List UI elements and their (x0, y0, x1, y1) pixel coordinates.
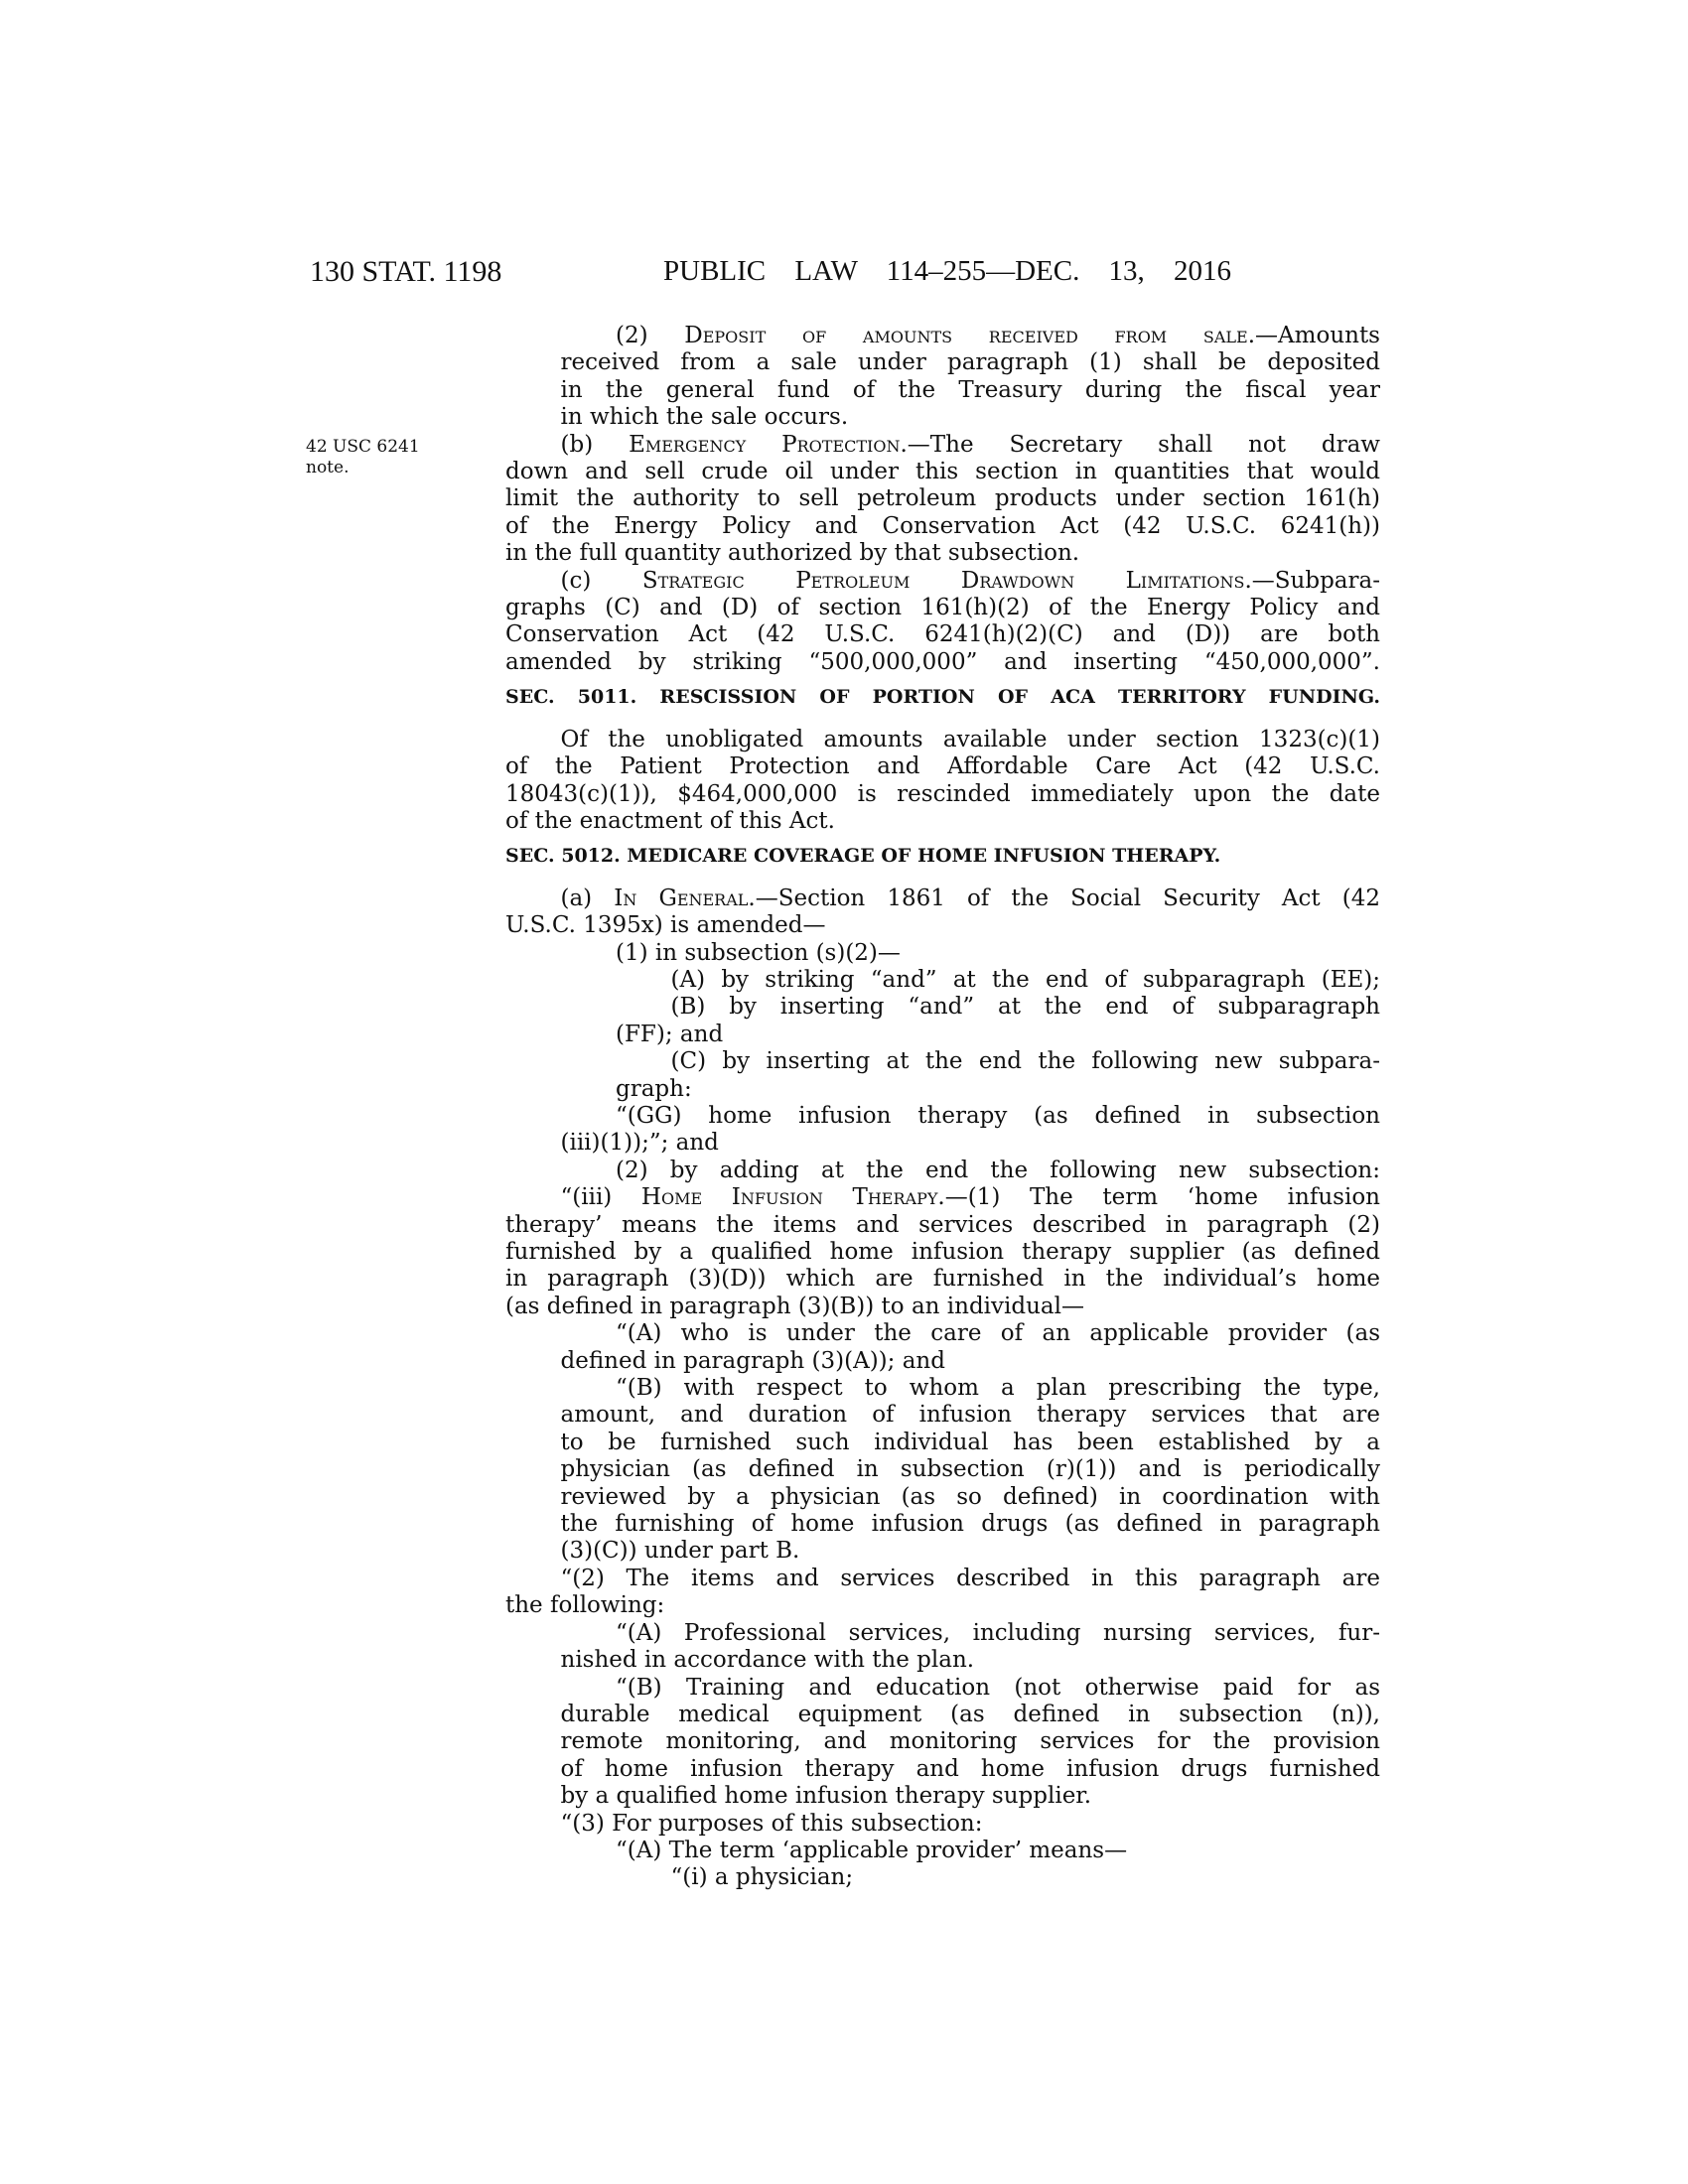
line-text: “(A) Professional services, including nursing services, fur- (616, 1619, 1380, 1646)
line-text: nished in accordance with the plan. (560, 1647, 975, 1674)
line-text: “(A) The term ‘applicable provider’ means— (616, 1837, 1128, 1863)
text-line (505, 1620, 1380, 1647)
line-text: graphs (C) and (D) of section 161(h)(2) of the Energy Policy and (505, 595, 1380, 621)
line-text: remote monitoring, and monitoring services for the provision (560, 1728, 1380, 1755)
line-text: amount, and duration of infusion therapy services that are (560, 1402, 1380, 1429)
line-text: “(B) Training and education (not otherwise paid for as (616, 1674, 1380, 1701)
line-text: (iii)(1));”; and (560, 1130, 719, 1157)
page-reference: 130 STAT. 1198 (310, 255, 502, 288)
text-line (505, 540, 1380, 567)
text-line (505, 649, 1380, 676)
text-line (505, 1647, 1380, 1674)
line-text: (A) by striking “and” at the end of subparagraph (EE); (670, 966, 1380, 993)
text-line (505, 1456, 1380, 1483)
text-line (505, 1783, 1380, 1810)
text-line (505, 781, 1380, 808)
line-text: “(2) The items and services described in this paragraph are (560, 1565, 1380, 1591)
text-line (505, 1756, 1380, 1783)
text-line (505, 1103, 1380, 1130)
text-line (505, 1864, 1380, 1891)
text-line (505, 1184, 1380, 1211)
line-text: (b) (560, 431, 630, 458)
small-caps-heading: Deposit of amounts received from sale. (684, 323, 1256, 348)
line-text: —Section 1861 of the Social Security Act (42 (755, 885, 1380, 911)
line-text: of the Patient Protection and Affordable Care Act (42 U.S.C. (505, 753, 1380, 780)
line-text: Conservation Act (42 U.S.C. 6241(h)(2)(C) and (D)) are both (505, 621, 1380, 648)
text-line (505, 1375, 1380, 1402)
line-text: defined in paragraph (3)(A)); and (560, 1347, 945, 1374)
line-text: U.S.C. 1395x) is amended— (505, 912, 826, 939)
line-text: of the enactment of this Act. (505, 807, 835, 834)
margin-note-suffix: note. (306, 458, 350, 478)
text-line (505, 1348, 1380, 1375)
text-line (505, 1158, 1380, 1184)
small-caps-heading: Home Infusion Therapy. (640, 1184, 945, 1211)
text-line (505, 1511, 1380, 1538)
text-line (505, 432, 1380, 459)
line-text: SEC. 5012. MEDICARE COVERAGE OF HOME INFUSION THERAPY. (505, 845, 1221, 868)
text-line (505, 1212, 1380, 1239)
line-text: in the full quantity authorized by that subsection. (505, 540, 1080, 567)
line-text: “(A) who is under the care of an applicable provider (as (616, 1320, 1380, 1347)
section-heading (505, 684, 1380, 711)
line-text: (2) by adding at the end the following new subsection: (616, 1157, 1380, 1183)
line-text: therapy’ means the items and services described in paragraph (2) (505, 1211, 1380, 1238)
line-text: received from a sale under paragraph (1) shall be deposited (560, 349, 1380, 376)
text-line (505, 323, 1380, 349)
line-text: in the general fund of the Treasury during the fiscal year (560, 376, 1380, 403)
text-line (505, 1076, 1380, 1103)
line-text: graph: (616, 1075, 692, 1102)
line-text: Of the unobligated amounts available under section 1323(c)(1) (560, 726, 1380, 752)
small-caps-heading: Strategic Petroleum Drawdown Limitations. (641, 567, 1252, 594)
line-text: (2) (616, 323, 685, 348)
small-caps-heading: Emergency Protection. (629, 431, 908, 458)
text-line (505, 1538, 1380, 1565)
text-line (505, 1592, 1380, 1619)
text-line (505, 621, 1380, 648)
text-line (505, 1484, 1380, 1511)
line-text: in which the sale occurs. (560, 404, 849, 431)
line-text: “(B) with respect to whom a plan prescribing the type, (616, 1375, 1380, 1402)
text-line (505, 349, 1380, 376)
text-line (505, 940, 1380, 967)
line-text: “(3) For purposes of this subsection: (560, 1810, 983, 1837)
line-text: (B) by inserting “and” at the end of subparagraph (670, 994, 1380, 1021)
line-text: of home infusion therapy and home infusion drugs furnished (560, 1755, 1380, 1782)
text-line (505, 727, 1380, 753)
text-line (505, 886, 1380, 912)
text-line (505, 912, 1380, 939)
line-text: SEC. 5011. RESCISSION OF PORTION OF ACA TERRITORY FUNDING. (505, 686, 1380, 709)
line-text: physician (as defined in subsection (r)(1)) and is periodically (560, 1456, 1380, 1483)
text-line (505, 1266, 1380, 1293)
text-line (505, 967, 1380, 994)
line-text: (as defined in paragraph (3)(B)) to an individual— (505, 1293, 1084, 1319)
text-line (505, 513, 1380, 540)
margin-note-citation: 42 USC 6241 (306, 437, 420, 457)
text-line (505, 1294, 1380, 1320)
text-line (505, 377, 1380, 404)
statute-body (505, 323, 1380, 1892)
line-text: “(GG) home infusion therapy (as defined in subsection (616, 1102, 1380, 1129)
text-line (505, 1838, 1380, 1864)
line-text: (3)(C)) under part B. (560, 1538, 800, 1565)
text-line (505, 485, 1380, 512)
line-text: by a qualified home infusion therapy supplier. (560, 1783, 1092, 1810)
line-text: (1) in subsection (s)(2)— (616, 939, 901, 966)
line-text: —Amounts (1255, 323, 1380, 348)
line-text: (a) (560, 885, 615, 911)
text-line (505, 1728, 1380, 1755)
text-line (505, 1022, 1380, 1048)
line-text: —(1) The term ‘home infusion (944, 1184, 1380, 1211)
text-line (505, 1048, 1380, 1075)
text-line (505, 1811, 1380, 1838)
text-line (505, 1130, 1380, 1157)
line-text: amended by striking “500,000,000” and inserting “450,000,000”. (505, 648, 1380, 675)
text-line (505, 595, 1380, 621)
line-text: —Subpara- (1251, 567, 1380, 594)
text-line (505, 1702, 1380, 1728)
line-text: “(iii) (560, 1184, 641, 1211)
line-text: durable medical equipment (as defined in subsection (n)), (560, 1701, 1380, 1727)
line-text: the following: (505, 1592, 665, 1619)
text-line (505, 404, 1380, 431)
line-text: of the Energy Policy and Conservation Act (42 U.S.C. 6241(h)) (505, 512, 1380, 539)
line-text: (c) (560, 567, 642, 594)
line-text: 18043(c)(1)), $464,000,000 is rescinded immediately upon the date (505, 780, 1380, 807)
line-text: in paragraph (3)(D)) which are furnished in the individual’s home (505, 1266, 1380, 1293)
text-line (505, 808, 1380, 835)
text-line (505, 1566, 1380, 1592)
line-text: “(i) a physician; (670, 1864, 854, 1891)
section-heading (505, 843, 1380, 870)
text-line (505, 459, 1380, 485)
line-text: (FF); and (616, 1021, 724, 1047)
text-line (505, 1675, 1380, 1702)
line-text: the furnishing of home infusion drugs (as defined in paragraph (560, 1511, 1380, 1538)
line-text: down and sell crude oil under this section in quantities that would (505, 459, 1380, 485)
text-line (505, 1402, 1380, 1429)
line-text: limit the authority to sell petroleum products under section 161(h) (505, 485, 1380, 512)
running-header-title: PUBLIC LAW 114–255—DEC. 13, 2016 (663, 255, 1231, 287)
margin-note (306, 437, 420, 478)
line-text: —The Secretary shall not draw (907, 431, 1380, 458)
small-caps-heading: In General. (614, 885, 756, 911)
text-line (505, 1320, 1380, 1347)
line-text: (C) by inserting at the end the following new subpara- (670, 1048, 1380, 1075)
text-line (505, 568, 1380, 595)
line-text: to be furnished such individual has been established by a (560, 1429, 1380, 1455)
text-line (505, 994, 1380, 1021)
text-line (505, 1239, 1380, 1266)
line-text: furnished by a qualified home infusion therapy supplier (as defined (505, 1239, 1380, 1265)
line-text: reviewed by a physician (as so defined) in coordination with (560, 1483, 1380, 1510)
text-line (505, 1430, 1380, 1456)
text-line (505, 753, 1380, 780)
